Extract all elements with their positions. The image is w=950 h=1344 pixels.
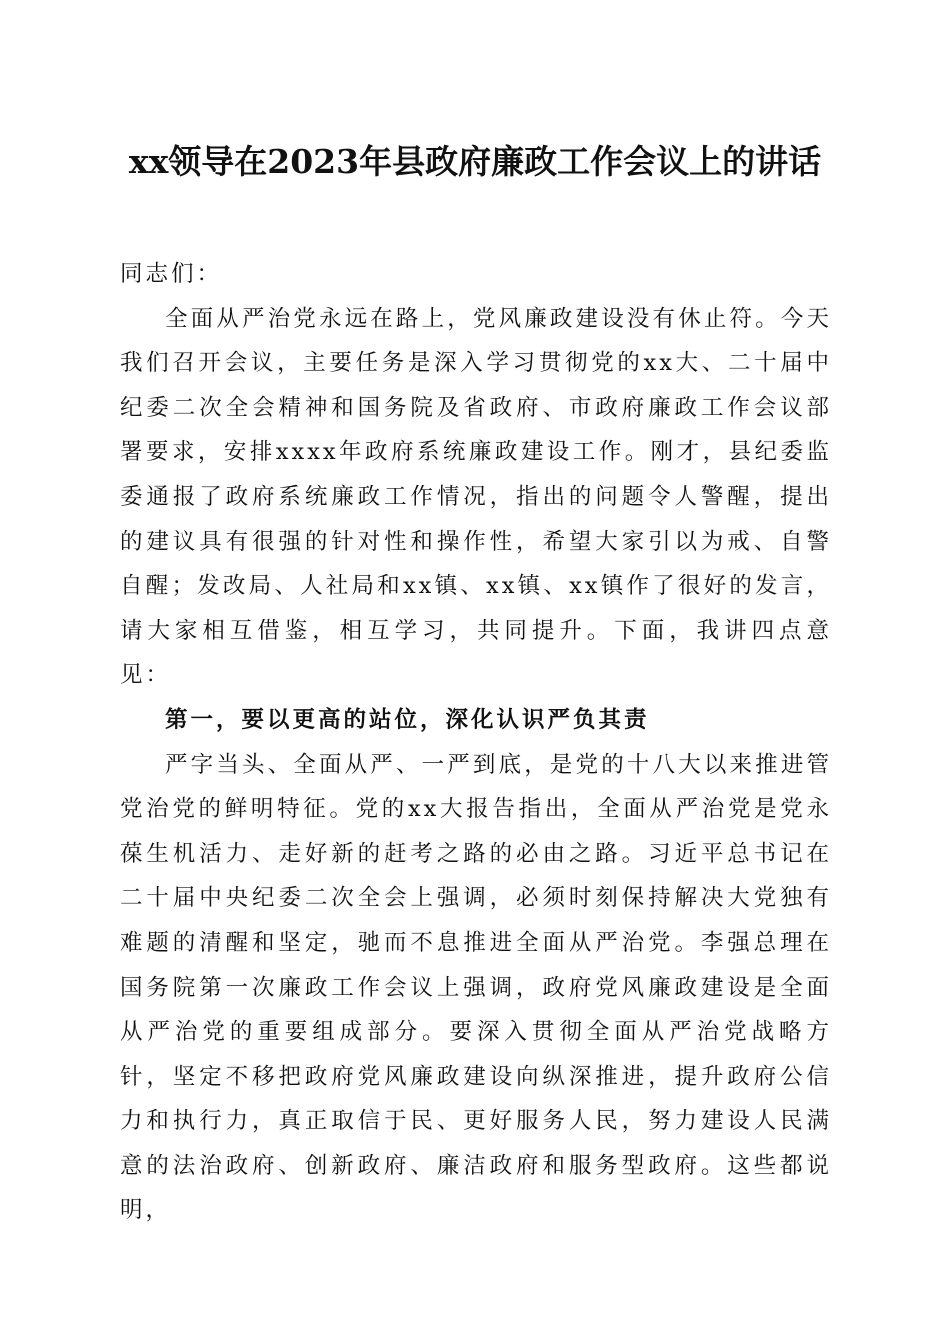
document-body (120, 252, 832, 1233)
document-title: xx领导在2023年县政府廉政工作会议上的讲话 (128, 142, 822, 181)
paragraph-intro: 全面从严治党永远在路上，党风廉政建设没有休止符。今天我们召开会议，主要任务是深入学习贯彻党的xx大、二十届中纪委二次全会精神和国务院及省政府、市政府廉政工作会议部署要求，安排xxxx年政府系统廉政建设工作。刚才，县纪委监委通报了政府系统廉政工作情况，指出的问题令人警醒，提出的建议具有很强的针对性和操作性，希望大家引以为戒、自警自醒；发改局、人社局和xx镇、xx镇、xx镇作了很好的发言，请大家相互借鉴，相互学习，共同提升。下面，我讲四点意见： (120, 305, 832, 689)
section-heading-1: 第一，要以更高的站位，深化认识严负其责 (165, 706, 650, 733)
salutation: 同志们： (120, 261, 223, 287)
paragraph-section-1: 严字当头、全面从严、一严到底，是党的十八大以来推进管党治党的鲜明特征。党的xx大报告指出，全面从严治党是党永葆生机活力、走好新的赶考之路的必由之路。习近平总书记在二十届中央纪委二次全会上强调，必须时刻保持解决大党独有难题的清醒和坚定，驰而不息推进全面从严治党。李强总理在国务院第一次廉政工作会议上强调，政府党风廉政建设是全面从严治党的重要组成部分。要深入贯彻全面从严治党战略方针，坚定不移把政府党风廉政建设向纵深推进，提升政府公信力和执行力，真正取信于民、更好服务人民，努力建设人民满意的法治政府、创新政府、廉洁政府和服务型政府。这些都说明， (120, 751, 832, 1224)
